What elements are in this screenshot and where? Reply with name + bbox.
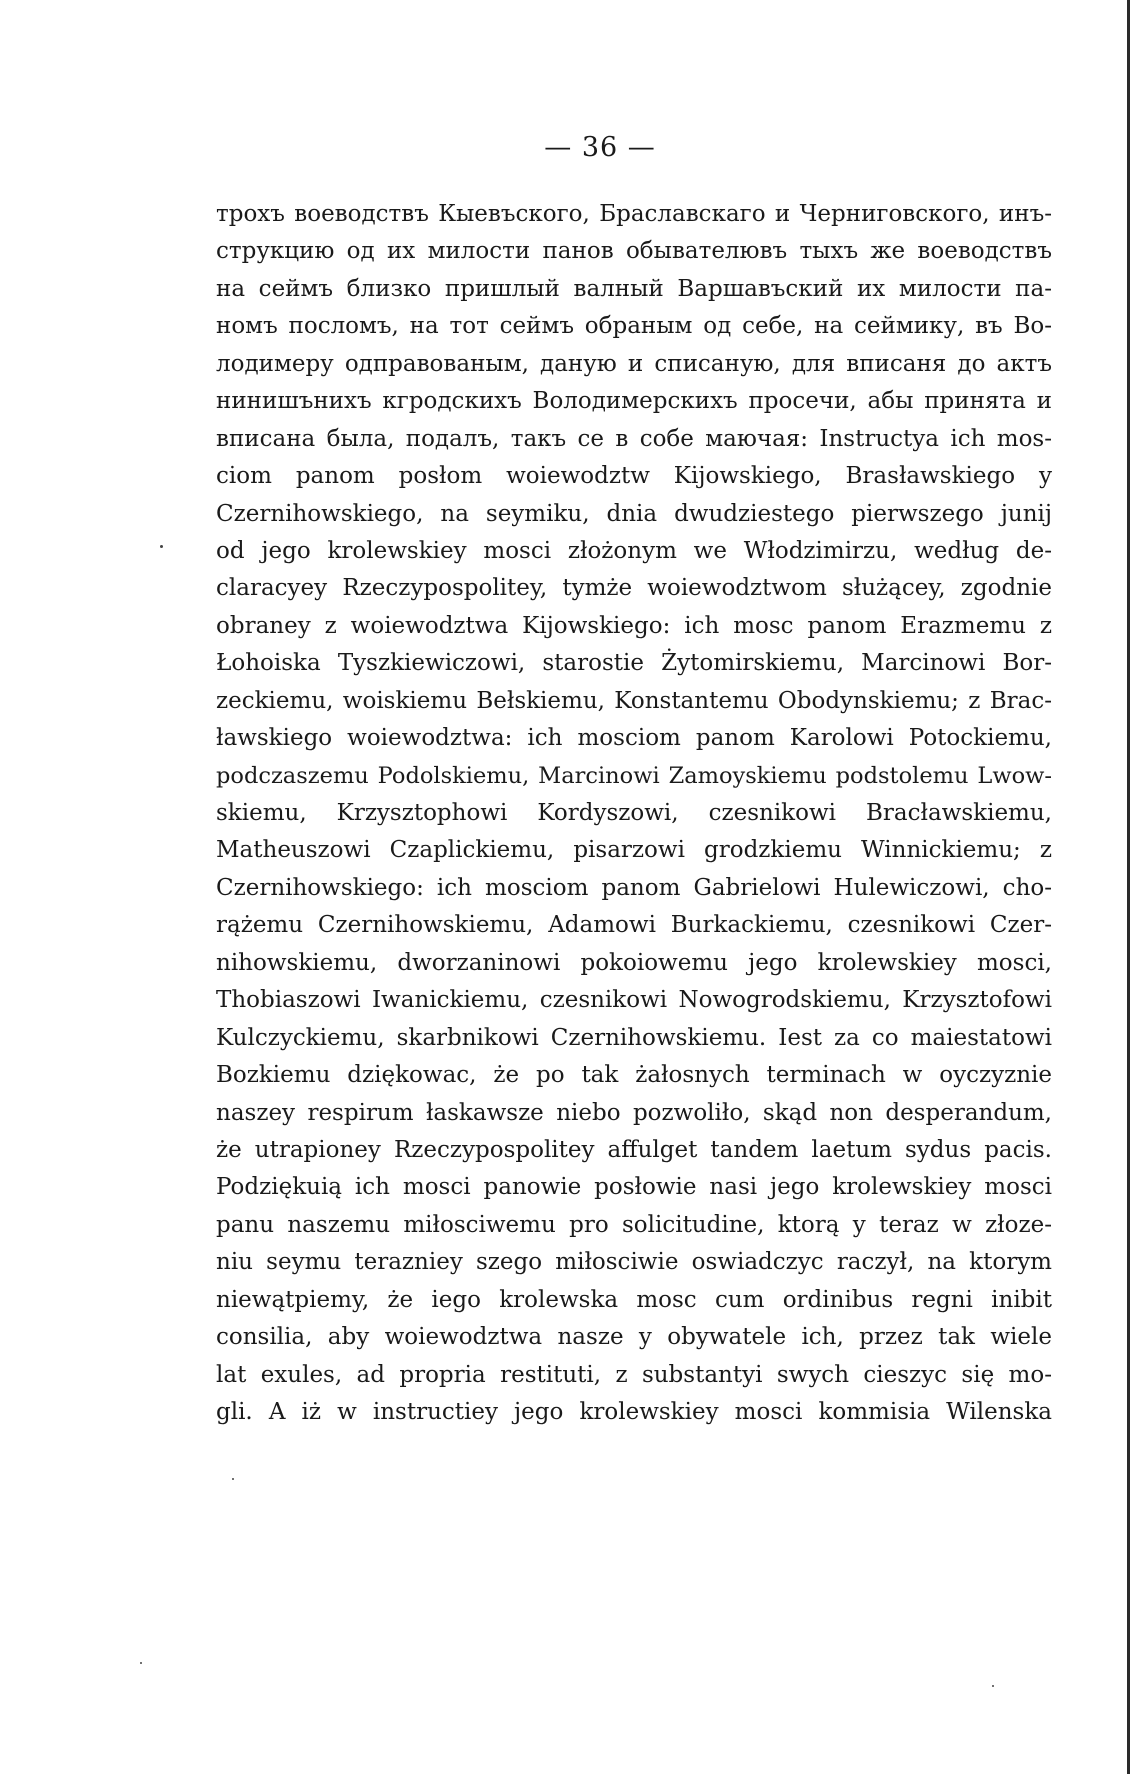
text-line: Czernihowskiego, na seymiku, dnia dwudziestego pierwszego junij [216,500,1052,527]
text-line: Łohoiska Tyszkiewiczowi, starostie Żytomirskiemu, Marcinowi Bor- [216,650,1052,677]
text-line: лодимеру одправованым, даную и списаную, для вписаня до актъ [216,350,1052,377]
text-line: Bozkiemu dziękowac, że po tak żałosnych terminach w oyczyznie [216,1062,1052,1089]
text-line: panu naszemu miłosciwemu pro solicitudine, ktorą y teraz w złoze- [216,1211,1052,1238]
text-line: zeckiemu, woiskiemu Bełskiemu, Konstantemu Obodynskiemu; z Brac- [216,687,1052,714]
text-line: Thobiaszowi Iwanickiemu, czesnikowi Nowogrodskiemu, Krzysztofowi [216,987,1052,1014]
page-edge-shadow [1127,0,1130,1774]
text-line: niu seymu terazniey szego miłosciwie oswiadczyc raczył, na ktorym [216,1249,1052,1276]
text-line: ciom panom posłom woiewodztw Kijowskiego, Brasławskiego y [216,463,1052,490]
text-line: od jego krolewskiey mosci złożonym we Włodzimirzu, według de- [216,537,1052,564]
text-line: obraney z woiewodztwa Kijowskiego: ich mosc panom Erazmemu z [216,612,1052,639]
text-line: струкцию од их милости панов обывателювъ тыхъ же воеводствъ [216,238,1052,265]
body-text [216,196,1052,1431]
print-speck [992,1685,994,1687]
text-line: Podziękuią ich mosci panowie posłowie nasi jego krolewskiey mosci [216,1174,1052,1201]
text-line: że utrapioney Rzeczypospolitey affulget tandem laetum sydus pacis. [216,1136,1052,1163]
text-line: skiemu, Krzysztophowi Kordyszowi, czesnikowi Bracławskiemu, [216,800,1052,826]
text-line: на сеймъ близко пришлый валный Варшавъский их милости па- [216,275,1052,302]
print-speck [140,1662,142,1664]
text-line: nihowskiemu, dworzaninowi pokoiowemu jego krolewskiey mosci, [216,949,1052,976]
page-number: — 36 — [544,132,656,163]
print-speck [232,1478,234,1480]
text-line: naszey respirum łaskawsze niebo pozwoliło, skąd non desperandum, [216,1099,1052,1126]
text-line: gli. A iż w instructiey jego krolewskiey mosci kommisia Wilenska [216,1399,1052,1425]
text-line: podczaszemu Podolskiemu, Marcinowi Zamoyskiemu podstolemu Lwow- [216,762,1052,789]
text-line: lat exules, ad propria restituti, z substantyi swych cieszyc się mo- [216,1361,1052,1388]
text-line: трохъ воеводствъ Кыевъского, Браславскаго и Черниговского, инъ- [216,201,1052,227]
text-line: нинишънихъ кгродскихъ Володимерскихъ просечи, абы принята и [216,388,1052,415]
text-line: Matheuszowi Czaplickiemu, pisarzowi grodzkiemu Winnickiemu; z [216,837,1052,864]
text-line: claracyey Rzeczypospolitey, tymże woiewodztwom służącey, zgodnie [216,575,1052,602]
text-line: вписана была, подалъ, такъ се в собе маючая: Instructya ich mos- [216,425,1052,452]
text-line: ławskiego woiewodztwa: ich mosciom panom Karolowi Potockiemu, [216,725,1052,752]
text-line: consilia, aby woiewodztwa nasze y obywatele ich, przez tak wiele [216,1324,1052,1351]
text-line: niewątpiemy, że iego krolewska mosc cum ordinibus regni inibit [216,1286,1052,1313]
text-line: Kulczyckiemu, skarbnikowi Czernihowskiemu. Iest za co maiestatowi [216,1024,1052,1051]
text-line: номъ посломъ, на тот сеймъ обраным од себе, на сеймику, въ Во- [216,313,1052,340]
text-line: Czernihowskiego: ich mosciom panom Gabrielowi Hulewiczowi, cho- [216,874,1052,901]
text-line: rążemu Czernihowskiemu, Adamowi Burkackiemu, czesnikowi Czer- [216,912,1052,939]
print-speck [160,545,163,548]
